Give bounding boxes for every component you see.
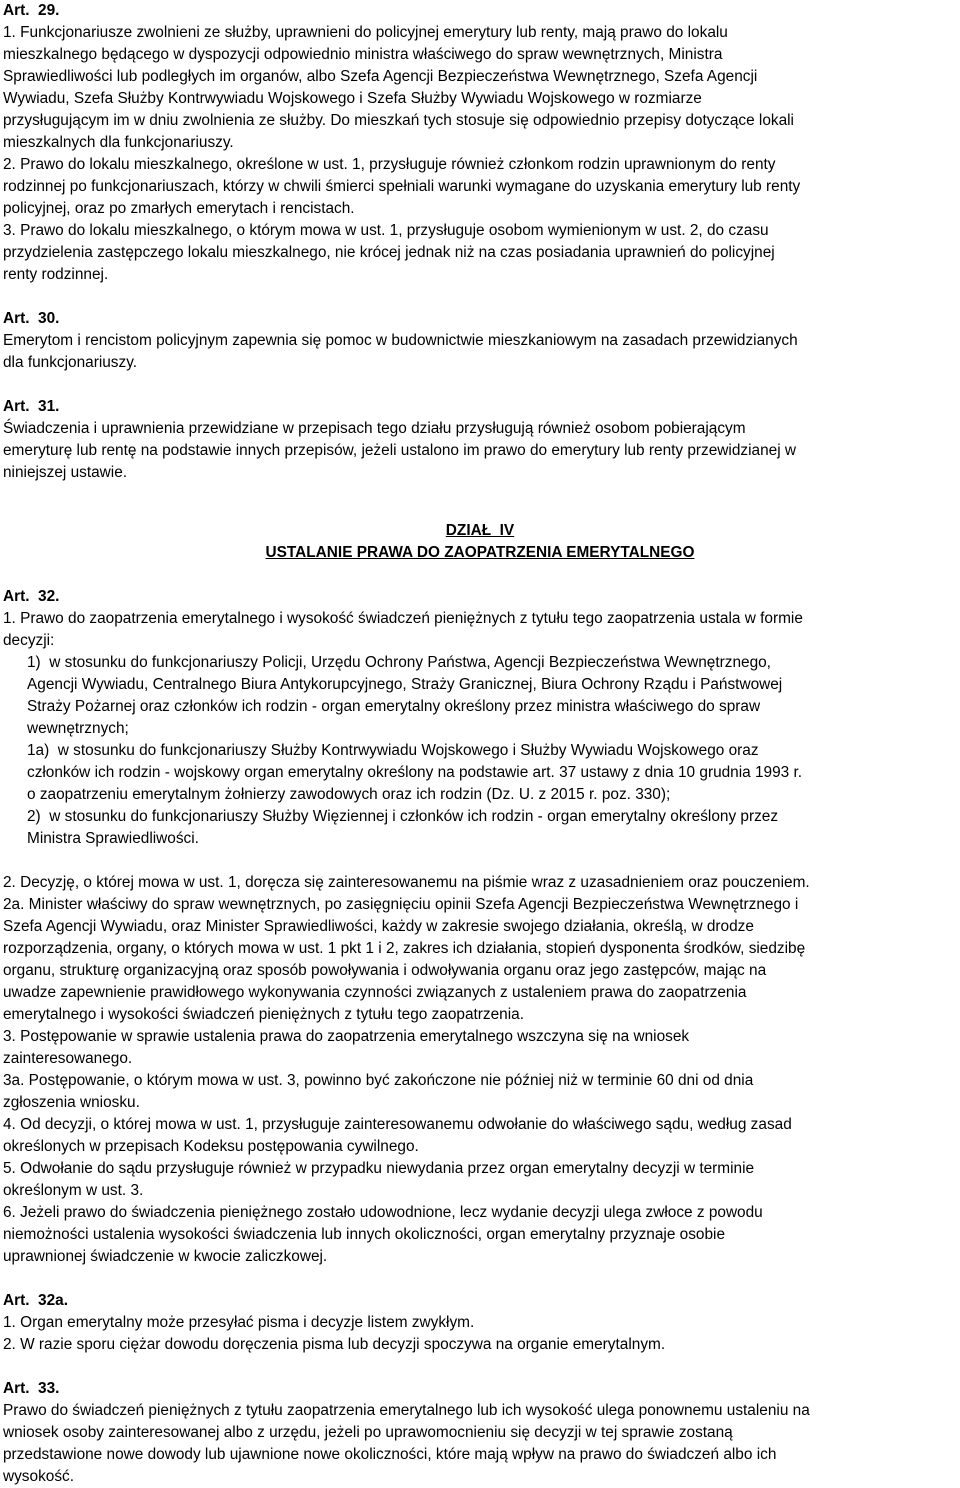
spacer	[3, 564, 957, 586]
spacer	[3, 506, 957, 520]
paragraph-line: przydzielenia zastępczego lokalu mieszkalnego, nie krócej jednak niż na czas posiadania uprawnień do policyjnej	[3, 244, 775, 261]
list-item-line: o zaopatrzeniu emerytalnym żołnierzy zawodowych oraz ich rodzin (Dz. U. z 2015 r. poz. 330);	[27, 786, 671, 803]
list-item-line: 1a) w stosunku do funkcjonariuszy Służby Kontrwywiadu Wojskowego i Służby Wywiadu Wojskowego oraz	[27, 742, 759, 759]
paragraph-line: zainteresowanego.	[3, 1050, 133, 1067]
paragraph-line: 5. Odwołanie do sądu przysługuje również w przypadku niewydania przez organ emerytalny decyzji w terminie	[3, 1160, 755, 1177]
paragraph-line: decyzji:	[3, 632, 55, 649]
spacer	[3, 484, 957, 506]
paragraph-line: określonych w przepisach Kodeksu postępowania cywilnego.	[3, 1138, 419, 1155]
spacer	[3, 850, 957, 872]
list-item-line: Ministra Sprawiedliwości.	[27, 830, 199, 847]
paragraph-line: wysokość.	[3, 1468, 74, 1485]
list-item-line: 1) w stosunku do funkcjonariuszy Policji, Urzędu Ochrony Państwa, Agencji Bezpieczeństwa Wewnętrznego,	[27, 654, 771, 671]
list-item-line: 2) w stosunku do funkcjonariuszy Służby Więziennej i członków ich rodzin - organ emerytalny określony przez	[27, 808, 779, 825]
article-heading: Art. 29.	[3, 2, 60, 19]
paragraph-line: rodzinnej po funkcjonariuszach, którzy w chwili śmierci spełniali warunki wymagane do uzyskania emerytury lub renty	[3, 178, 801, 195]
paragraph-line: 3. Postępowanie w sprawie ustalenia prawa do zaopatrzenia emerytalnego wszczyna się na wniosek	[3, 1028, 690, 1045]
paragraph-line: 2a. Minister właściwy do spraw wewnętrznych, po zasięgnięciu opinii Szefa Agencji Bezpieczeństwa Wewnętrznego i	[3, 896, 799, 913]
paragraph-line: rozporządzenia, organy, o których mowa w ust. 1 pkt 1 i 2, zakres ich działania, stopień dysponenta środków, siedzibę	[3, 940, 806, 957]
list-item-line: wewnętrznych;	[27, 720, 129, 737]
paragraph-line: 1. Prawo do zaopatrzenia emerytalnego i wysokość świadczeń pieniężnych z tytułu tego zaopatrzenia ustala w formie	[3, 610, 803, 627]
list-item-line: członków ich rodzin - wojskowy organ emerytalny określony na podstawie art. 37 ustawy z dnia 10 grudnia 1993 r.	[27, 764, 803, 781]
paragraph-line: niemożności ustalenia wysokości świadczenia lub innych okoliczności, organ emerytalny przyznaje osobie	[3, 1226, 726, 1243]
paragraph-line: dla funkcjonariuszy.	[3, 354, 138, 371]
paragraph-line: renty rodzinnej.	[3, 266, 109, 283]
list-item-line: Agencji Wywiadu, Centralnego Biura Antykorupcyjnego, Straży Granicznej, Biura Ochrony Rządu i Państwowej	[27, 676, 783, 693]
paragraph-line: określonym w ust. 3.	[3, 1182, 144, 1199]
spacer	[3, 1356, 957, 1378]
paragraph-line: Emerytom i rencistom policyjnym zapewnia się pomoc w budownictwie mieszkaniowym na zasadach przewidzianych	[3, 332, 798, 349]
paragraph-line: Szefa Agencji Wywiadu, oraz Minister Sprawiedliwości, każdy w zakresie swojego działania, określą, w drodze	[3, 918, 754, 935]
paragraph-line: Świadczenia i uprawnienia przewidziane w przepisach tego działu przysługują również osobom pobierającym	[3, 420, 746, 437]
paragraph-line: Sprawiedliwości lub podległych im organów, albo Szefa Agencji Bezpieczeństwa Wewnętrznego, Szefa Agencji	[3, 68, 758, 85]
paragraph-line: zgłoszenia wniosku.	[3, 1094, 140, 1111]
paragraph-line: 4. Od decyzji, o której mowa w ust. 1, przysługuje zainteresowanemu odwołanie do właściwego sądu, według zasad	[3, 1116, 792, 1133]
paragraph-line: mieszkalnego będącego w dyspozycji odpowiednio ministra właściwego do spraw wewnętrznych, Ministra	[3, 46, 723, 63]
paragraph-line: emeryturę lub rentę na podstawie innych przepisów, jeżeli ustalono im prawo do emerytury lub renty przewidzianej w	[3, 442, 797, 459]
paragraph-line: 6. Jeżeli prawo do świadczenia pieniężnego zostało udowodnione, lecz wydanie decyzji ulega zwłoce z powodu	[3, 1204, 763, 1221]
legal-document	[3, 0, 957, 1488]
section-title: USTALANIE PRAWA DO ZAOPATRZENIA EMERYTALNEGO	[265, 544, 695, 561]
article-heading: Art. 30.	[3, 310, 60, 327]
article-heading: Art. 32.	[3, 588, 60, 605]
paragraph-line: emerytalnego i wysokości świadczeń pieniężnych z tytułu tego zaopatrzenia.	[3, 1006, 524, 1023]
paragraph-line: przysługującym im w dniu zwolnienia ze służby. Do mieszkań tych stosuje się odpowiednio przepisy dotyczące lokali	[3, 112, 794, 129]
paragraph-line: 1. Funkcjonariusze zwolnieni ze służby, uprawnieni do policyjnej emerytury lub renty, mają prawo do lokalu	[3, 24, 728, 41]
section-title: DZIAŁ IV	[445, 522, 515, 539]
paragraph-line: Prawo do świadczeń pieniężnych z tytułu zaopatrzenia emerytalnego lub ich wysokość ulega ponownemu ustaleniu na	[3, 1402, 810, 1419]
list-item-line: Straży Pożarnej oraz członków ich rodzin - organ emerytalny określony przez ministra właściwego do spraw	[27, 698, 761, 715]
article-heading: Art. 31.	[3, 398, 60, 415]
paragraph-line: przedstawione nowe dowody lub ujawnione nowe okoliczności, które mają wpływ na prawo do świadczeń albo ich	[3, 1446, 777, 1463]
paragraph-line: uwadze zapewnienie prawidłowego wykonywania czynności związanych z ustaleniem prawa do zaopatrzenia	[3, 984, 747, 1001]
paragraph-line: policyjnej, oraz po zmarłych emerytach i rencistach.	[3, 200, 355, 217]
paragraph-line: niniejszej ustawie.	[3, 464, 128, 481]
paragraph-line: organu, strukturę organizacyjną oraz sposób powoływania i odwoływania organu oraz jego zastępców, mając na	[3, 962, 767, 979]
article-heading: Art. 33.	[3, 1380, 60, 1397]
spacer	[3, 286, 957, 308]
paragraph-line: 1. Organ emerytalny może przesyłać pisma i decyzje listem zwykłym.	[3, 1314, 475, 1331]
paragraph-line: 2. W razie sporu ciężar dowodu doręczenia pisma lub decyzji spoczywa na organie emerytalnym.	[3, 1336, 666, 1353]
paragraph-line: 3. Prawo do lokalu mieszkalnego, o którym mowa w ust. 1, przysługuje osobom wymienionym w ust. 2, do czasu	[3, 222, 769, 239]
paragraph-line: 3a. Postępowanie, o którym mowa w ust. 3, powinno być zakończone nie później niż w terminie 60 dni od dnia	[3, 1072, 754, 1089]
paragraph-line: mieszkalnych dla funkcjonariuszy.	[3, 134, 234, 151]
paragraph-line: Wywiadu, Szefa Służby Kontrwywiadu Wojskowego i Szefa Służby Wywiadu Wojskowego w rozmiarze	[3, 90, 702, 107]
paragraph-line: 2. Prawo do lokalu mieszkalnego, określone w ust. 1, przysługuje również członkom rodzin uprawnionym do renty	[3, 156, 776, 173]
paragraph-line: wniosek osoby zainteresowanej albo z urzędu, jeżeli po uprawomocnieniu się decyzji w tej sprawie zostaną	[3, 1424, 733, 1441]
spacer	[3, 374, 957, 396]
paragraph-line: uprawnionej świadczenie w kwocie zaliczkowej.	[3, 1248, 328, 1265]
article-heading: Art. 32a.	[3, 1292, 69, 1309]
paragraph-line: 2. Decyzję, o której mowa w ust. 1, doręcza się zainteresowanemu na piśmie wraz z uzasadnieniem oraz pouczeniem.	[3, 874, 810, 891]
spacer	[3, 1268, 957, 1290]
